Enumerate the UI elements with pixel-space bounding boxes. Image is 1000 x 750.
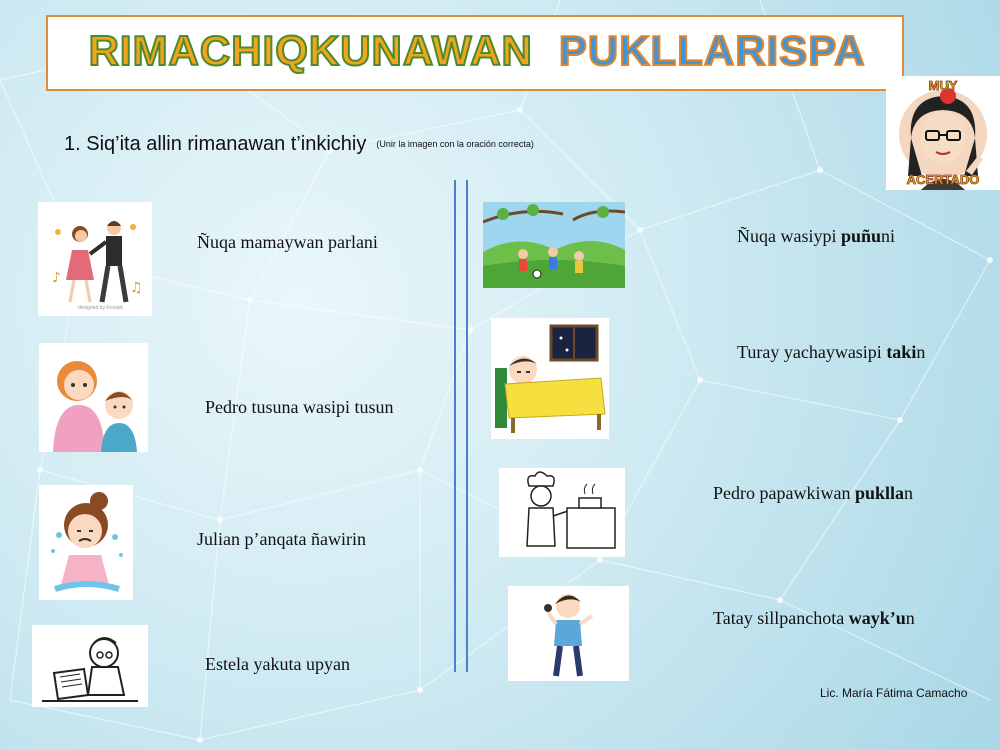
instruction [64,133,534,156]
left-sentence-4[interactable]: Estela yakuta upyan [205,654,350,674]
page-title [48,27,906,75]
title-part-2: PUKLLARISPA [558,27,866,74]
instruction-text: 1. Siq’ita allin rimanawan t’inkichiy [64,133,367,155]
right-sentence-4-prefix: Tatay sillpanchota [713,608,849,628]
divider-line-right [466,180,468,672]
left-sentence-3[interactable]: Julian p’anqata ñawirin [197,529,366,549]
right-sentence-1[interactable] [737,226,895,247]
muy-acertado-badge [886,76,1000,190]
boy-singing-microphone-image[interactable] [508,586,629,681]
divider-line-left [454,180,456,672]
right-sentence-3-bold: puklla [854,483,905,503]
right-sentence-3-suffix: n [904,483,914,503]
badge-bottom-text: ACERTADO [906,172,980,187]
mother-and-child-image[interactable] [39,343,148,452]
instruction-note: (Unir la imagen con la oración correcta) [376,139,534,149]
crying-girl-image[interactable] [39,485,133,600]
right-sentence-4-bold: wayk’u [848,608,906,628]
right-sentence-1-suffix: ni [881,226,896,246]
chef-cooking-image[interactable] [499,468,625,557]
svg-text:♫: ♫ [130,280,143,296]
dancing-couple-image[interactable] [38,202,152,316]
left-sentence-1[interactable]: Ñuqa mamaywan parlani [197,232,378,252]
image-caption: designed by Freepik [78,305,124,311]
author-credit: Lic. María Fátima Camacho [820,686,968,700]
right-sentence-4-suffix: n [905,608,915,628]
children-playing-soccer-image[interactable] [483,202,625,288]
boy-sleeping-in-bed-image[interactable] [491,318,609,439]
right-sentence-1-prefix: Ñuqa wasiypi [737,226,841,246]
right-sentence-2-bold: taki [886,342,917,362]
title-part-1: RIMACHIQKUNAWAN [88,27,533,74]
avatar-sticker-icon [886,76,1000,190]
right-sentence-2-prefix: Turay yachaywasipi [737,342,887,362]
title-banner [46,15,904,91]
right-sentence-4[interactable] [713,608,915,629]
right-sentence-3[interactable] [713,483,913,504]
svg-text:♪: ♪ [52,270,61,286]
right-sentence-1-bold: puñu [840,226,882,246]
left-sentence-2[interactable]: Pedro tusuna wasipi tusun [205,397,394,417]
right-sentence-2[interactable] [737,342,925,363]
right-sentence-2-suffix: n [916,342,926,362]
boy-reading-book-image[interactable] [32,625,148,707]
right-sentence-3-prefix: Pedro papawkiwan [713,483,855,503]
badge-top-text: MUY [928,78,958,93]
